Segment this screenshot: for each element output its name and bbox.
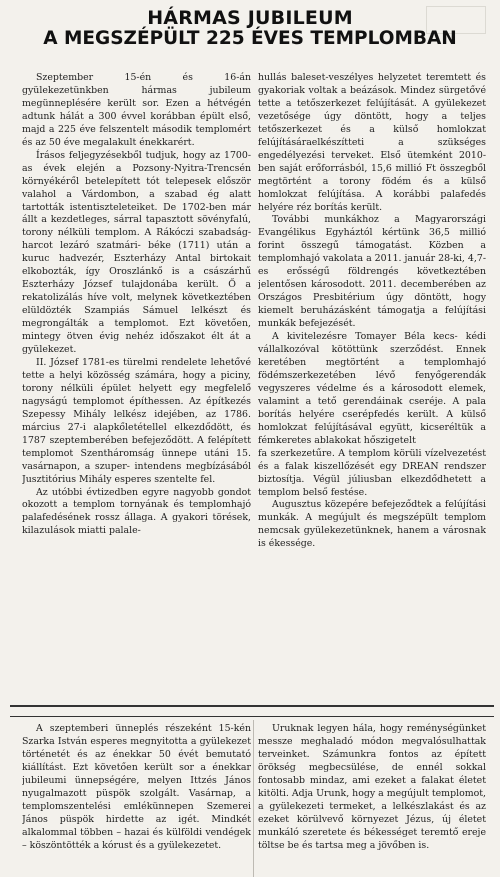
section-divider-thin: [10, 716, 494, 717]
footer-column-2: [258, 723, 486, 875]
footer-column-1: [22, 723, 251, 875]
paragraph-continued: fa szerkezetűre. A templom körüli vízelvezetést és a falak kiszellőzését egy DREAN rendszer biztosítja. Végül júliusban elkezdődhetett a templom belső festése.: [258, 447, 486, 498]
paragraph: Szeptember 15-én és 16-án gyülekezetünkben hármas jubileum megünneplésére került sor. Ezen a hétvégén adtunk hálát a 300 évvel korábban épült első, majd a 225 éve felszentelt második templomért és az 50 éve megalakult énekkarért.: [22, 72, 251, 148]
column-separator: [253, 720, 254, 877]
paragraph-continued: hullás baleset-veszélyes helyzetet teremtett és gyakoriak voltak a beázások. Mindez sürgetővé tette a tetőszerkezet felújítását. A gyülekezet vezetősége úgy döntött, hogy a teljes tetőszerkezet és a külső homlokzat felújításáraelkészítteti a szükséges engedélyezési terveket. Első ütemként 2010-ben saját erőforrásból, 15,6 millió Ft összegből megtörtént a torony födém és a külső homlokzat felújítása. A korábbi palafedés helyére réz borítás került.: [258, 72, 486, 213]
article-column-2: [258, 72, 486, 698]
article-column-1: [22, 72, 251, 698]
paragraph: Írásos feljegyzésekből tudjuk, hogy az 1700-as évek elején a Pozsony-Nyitra-Trencsén környékéről betelepített tót telepesek először valahol a Várdombon, a szabad ég alatt tartották istentiszteleteiket. De 1702-ben már állt a kezdetleges, sárral tapasztott sövényfalú, torony nélküli templom. A Rákóczi szabadság- harcot lezáró szatmári- béke (1711) után a kuruc hadvezér, Eszterházy Antal birtokait elkobozták, így Oroszlánkő is a császárhű Eszterházy József tulajdonába került. Ő a rekatolizálás híve volt, melynek következtében elüldözték Szampiás Sámuel lelkészt és megrongálták a templomot. Ezt követően, mintegy ötven évig nehéz időszakot élt át a gyülekezet.: [22, 149, 251, 356]
paragraph: A szeptemberi ünneplés részeként 15-kén Szarka István esperes megnyitotta a gyülekezet történetét és az énekkar 50 évét bemutató kiállítást. Ezt követően került sor a énekkar jubileumi ünnepségére, melyen Ittzés János nyugalmazott püspök szolgált. Vasárnap, a templomszentelési emlékünnepen Szemerei János püspök hirdette az igét. Mindkét alkalommal többen – hazai és külföldi vendégek – köszöntötték a kórust és a gyülekezetet.: [22, 723, 251, 851]
article-title: [0, 8, 500, 50]
title-line-1: HÁRMAS JUBILEUM: [147, 7, 353, 29]
paragraph: Az utóbbi évtizedben egyre nagyobb gondot okozott a templom tornyának és templomhajó palafedésének rossz állaga. A gyakori törések, kilazulások miatti palale-: [22, 486, 251, 537]
title-line-2: A MEGSZÉPÜLT 225 ÉVES TEMPLOMBAN: [43, 28, 457, 50]
paragraph: Uruknak legyen hála, hogy reménységünket messze meghaladó módon megvalósulhattak terveinket. Számunkra fontos az épített örökség megbecsülése, de ennél sokkal fontosabb mindaz, ami ezeket a falakat életet kitölti. Adja Urunk, hogy a megújult templomot, a gyülekezeti termeket, a lelkészlakást és az ezeket körülvevő környezet Jézus, új életet munkáló szeretete és békességet teremtő ereje töltse be és tartsa meg a jövőben is.: [258, 723, 486, 851]
paragraph: További munkákhoz a Magyarországi Evangélikus Egyháztól kértünk 36,5 millió forint összegű támogatást. Közben a templomhajó vakolata a 2011. január 28-ki, 4,7-es erősségű földrengés következtében jelentősen károsodott. 2011. decemberében az Országos Presbitérium úgy döntött, hogy kiemelt beruházásként támogatja a felújítási munkák befejezését.: [258, 214, 486, 330]
paragraph: A kivitelezésre Tomayer Béla kecs- kédi vállalkozóval kötöttünk szerződést. Ennek keretében megtörtént a templomhajó födémszerkezetében lévő fenyőgerendák vegyszeres védelme és a károsodott elemek, valamint a tető gerendáinak cseréje. A pala borítás helyére cserépfedés került. A külső homlokzat felújításával együtt, kicseréltük a fémkeretes ablakokat hőszigetelt: [258, 331, 486, 446]
section-divider: [10, 705, 494, 707]
paragraph: II. József 1781-es türelmi rendelete lehetővé tette a helyi közösség számára, hogy a piciny, torony nélküli épület helyett egy megfelelő nagyságú templomot építhessen. Az építkezés Szepessy Mihály lelkész idejében, az 1786. március 27-i alapkőletétellel elkezdődött, és 1787 szeptemberében befejeződött. A felépített templomot Szentháromság ünnepe utáni 15. vasárnapon, a szuper- intendens megbízásából Jusztitórius Mihály esperes szentelte fel.: [22, 356, 251, 485]
paragraph: Augusztus közepére befejeződtek a felújítási munkák. A megújult és megszépült templom nemcsak gyülekezetünknek, hanem a városnak is ékessége.: [258, 499, 486, 550]
